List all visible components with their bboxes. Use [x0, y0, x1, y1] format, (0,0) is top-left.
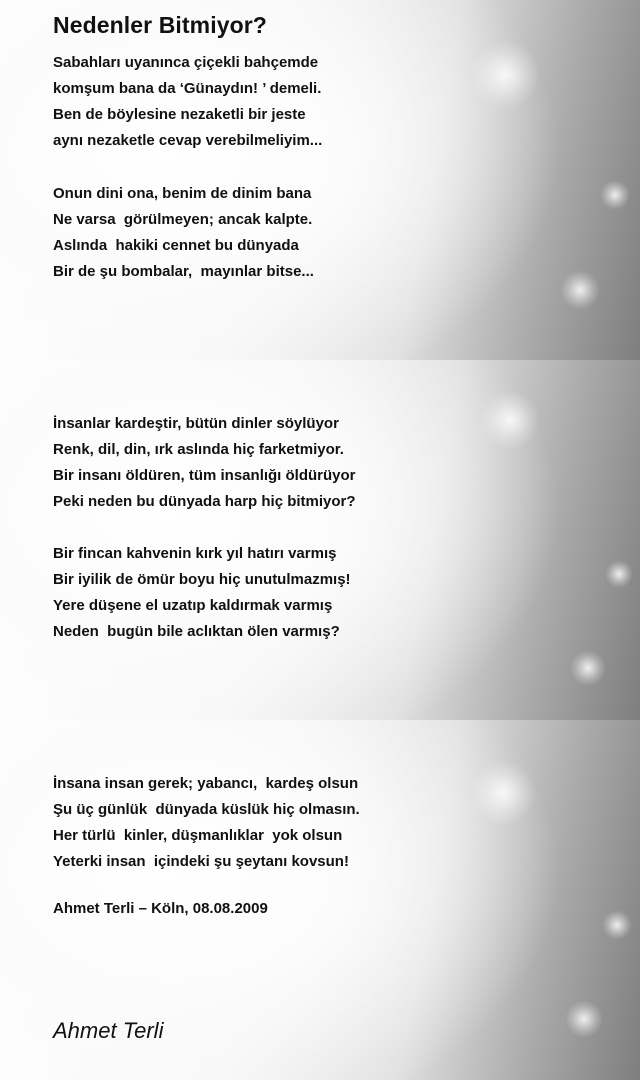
stanza-5	[53, 771, 360, 875]
poem-line: Yere düşene el uzatıp kaldırmak varmış	[53, 597, 333, 614]
poem-line: Onun dini ona, benim de dinim bana	[53, 185, 312, 202]
poem-line: Sabahları uyanınca çiçekli bahçemde	[53, 54, 319, 71]
poem-line: Şu üç günlük dünyada küslük hiç olmasın.	[53, 801, 360, 818]
poem-line: Bir insanı öldüren, tüm insanlığı öldürüyor	[53, 467, 356, 484]
bokeh-light	[570, 650, 606, 686]
poem-panel-3	[0, 720, 640, 1080]
stanza-1	[53, 50, 322, 154]
bokeh-light	[565, 1000, 603, 1038]
bokeh-light	[560, 270, 600, 310]
poem-panel-2	[0, 360, 640, 720]
poem-line: Renk, dil, din, ırk aslında hiç farketmiyor.	[53, 441, 344, 458]
poem-line: İnsanlar kardeştir, bütün dinler söylüyor	[53, 415, 339, 432]
poem-line: Bir fincan kahvenin kırk yıl hatırı varmış	[53, 545, 337, 562]
bokeh-light	[470, 40, 540, 110]
bokeh-light	[602, 910, 632, 940]
author-name: Ahmet Terli	[53, 1018, 164, 1043]
poem-line: Bir iyilik de ömür boyu hiç unutulmazmış!	[53, 571, 351, 588]
poem-signature: Ahmet Terli – Köln, 08.08.2009	[53, 900, 268, 917]
poem-line: Ben de böylesine nezaketli bir jeste	[53, 106, 306, 123]
poem-line: komşum bana da ‘Günaydın! ’ demeli.	[53, 80, 322, 97]
bokeh-light	[600, 180, 630, 210]
poem-line: Her türlü kinler, düşmanlıklar yok olsun	[53, 827, 343, 844]
poem-line: Neden bugün bile aclıktan ölen varmış?	[53, 623, 340, 640]
stanza-4	[53, 541, 351, 645]
bokeh-light	[480, 390, 540, 450]
poem-line: Peki neden bu dünyada harp hiç bitmiyor?	[53, 493, 356, 510]
bokeh-light	[605, 560, 633, 588]
poem-line: Yeterki insan içindeki şu şeytanı kovsun!	[53, 853, 349, 870]
stanza-3	[53, 411, 356, 515]
poem-line: Bir de şu bombalar, mayınlar bitse...	[53, 263, 314, 280]
bokeh-light	[470, 760, 536, 826]
poem-title: Nedenler Bitmiyor?	[53, 12, 267, 38]
poem-panel-1	[0, 0, 640, 360]
stanza-2	[53, 181, 314, 285]
poem-line: İnsana insan gerek; yabancı, kardeş olsun	[53, 775, 359, 792]
poem-line: Ne varsa görülmeyen; ancak kalpte.	[53, 211, 313, 228]
poem-line: aynı nezaketle cevap verebilmeliyim...	[53, 132, 323, 149]
poem-line: Aslında hakiki cennet bu dünyada	[53, 237, 299, 254]
